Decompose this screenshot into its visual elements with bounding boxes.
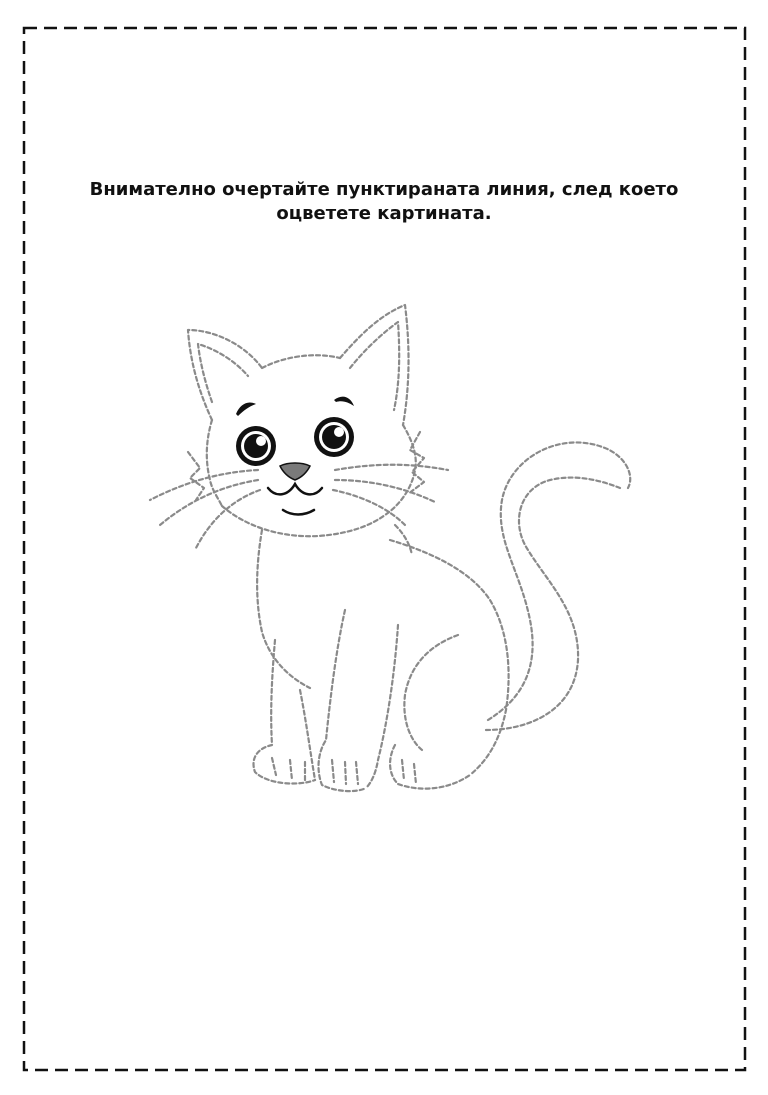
whisker-right-1 — [335, 465, 448, 470]
dashed-trace-lines — [150, 305, 630, 791]
left-eye-highlight — [256, 436, 266, 446]
cat-face-features — [236, 397, 354, 515]
right-front-leg-outer — [319, 610, 366, 791]
right-front-leg-inner — [366, 625, 398, 788]
left-ear-inner — [198, 344, 248, 402]
left-cheek-fur — [188, 452, 204, 500]
body-back — [390, 540, 509, 775]
head-top — [262, 355, 340, 368]
chin-smile — [283, 510, 314, 515]
head-right-side — [385, 425, 416, 515]
whisker-right-2 — [335, 480, 435, 502]
whisker-left-3 — [195, 490, 260, 550]
right-eyebrow — [334, 397, 354, 406]
chest-line — [395, 525, 412, 555]
hind-paw-toes — [402, 760, 416, 784]
left-front-leg-inner — [300, 690, 315, 780]
right-ear-inner — [350, 322, 399, 410]
mouth — [268, 484, 322, 494]
body-left-edge — [257, 530, 310, 688]
nose — [280, 463, 310, 480]
instruction-text: Внимателно очертайте пунктираната линия, след което оцветете картината. — [89, 179, 679, 224]
right-eye-highlight — [334, 427, 344, 437]
left-paw-toes — [272, 758, 305, 780]
left-eyebrow — [236, 402, 256, 416]
right-paw-toes — [332, 760, 358, 784]
whisker-left-2 — [160, 480, 258, 525]
hind-leg-haunch — [404, 635, 458, 750]
tail-inner — [486, 478, 620, 730]
head-jaw — [222, 506, 385, 536]
